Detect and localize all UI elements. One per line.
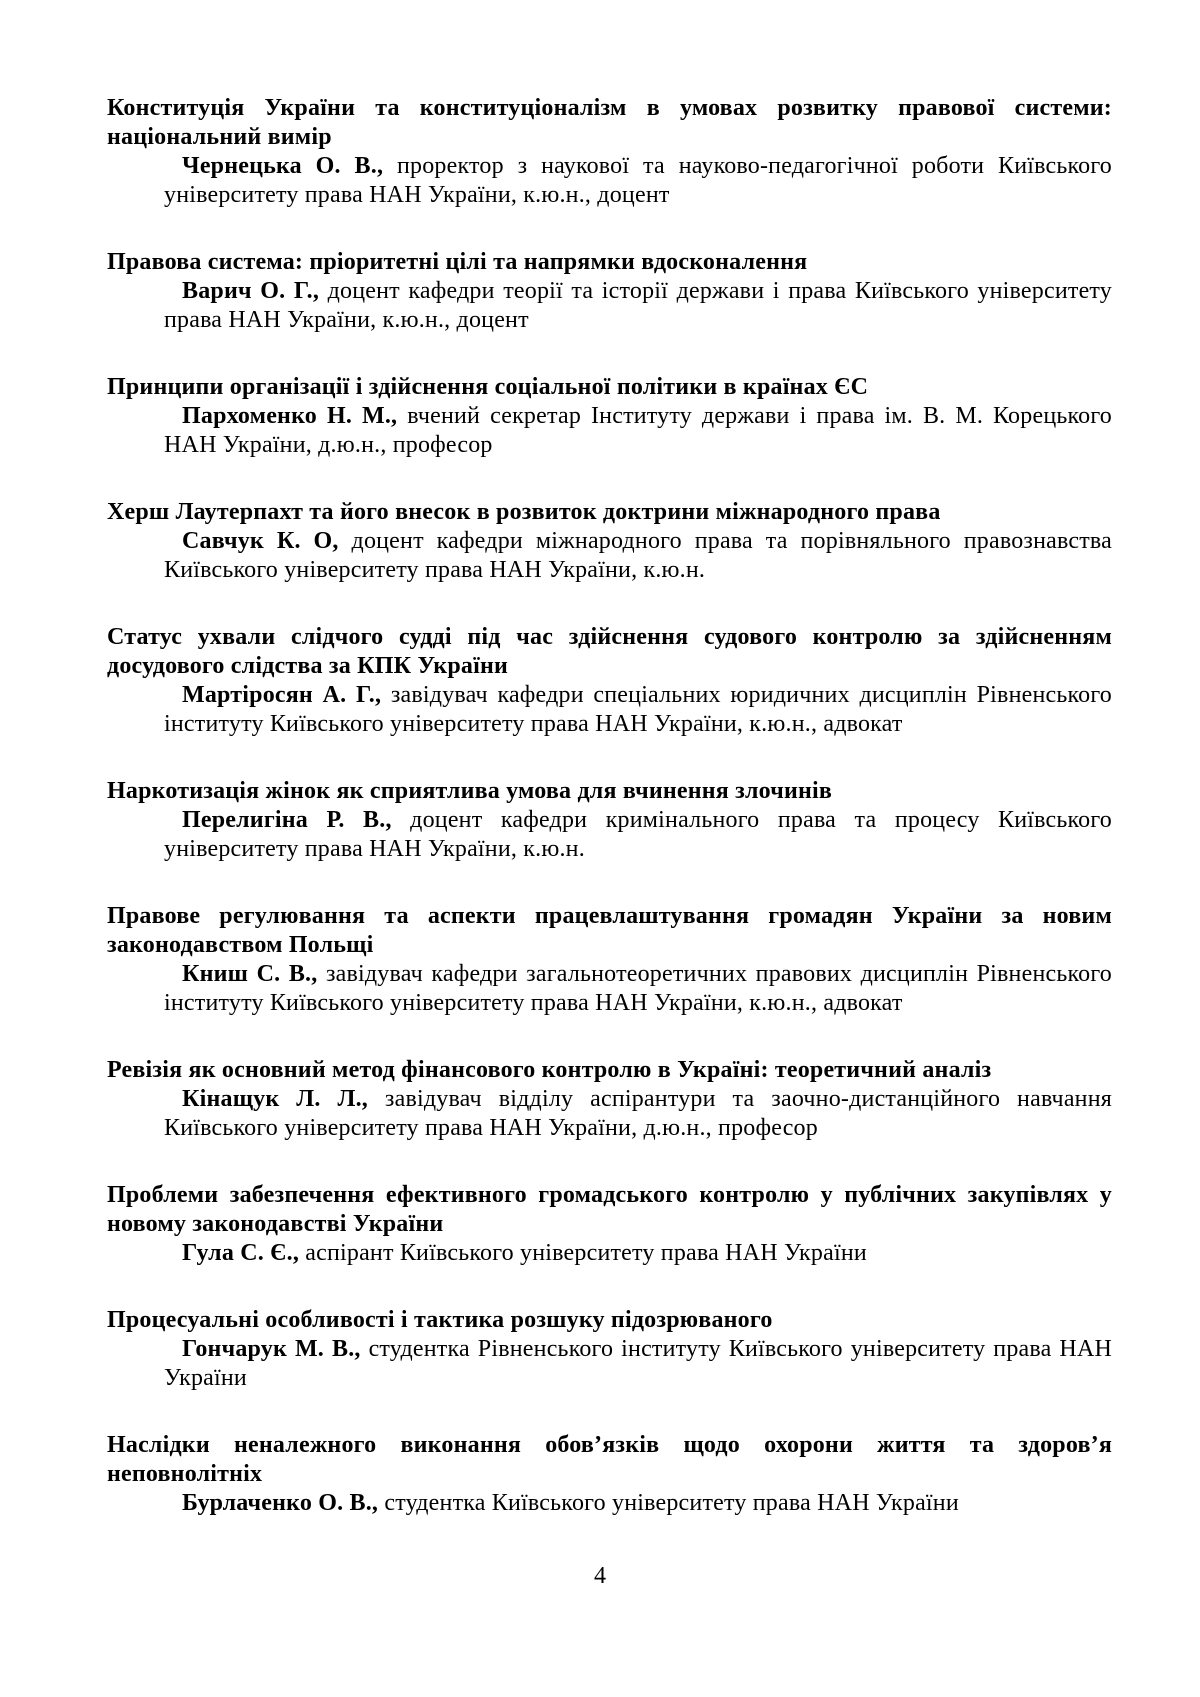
program-entry [107,623,1112,739]
entry-title: Принципи організації і здійснення соціальної політики в країнах ЄС [107,374,869,400]
author-affiliation: завідувач кафедри спеціальних юридичних дисциплін Рівненського інституту Київського університету права НАН України, к.ю.н., адвокат [164,682,1113,737]
program-entry [107,1056,1112,1143]
entry-author-paragraph [107,1085,1112,1143]
program-entry [107,498,1112,585]
program-entry [107,373,1112,460]
entry-title: Наслідки неналежного виконання обов’язків щодо охорони життя та здоров’я неповнолітніх [107,1432,1112,1487]
entry-author-paragraph [107,960,1112,1018]
entry-title: Ревізія як основний метод фінансового контролю в Україні: теоретичний аналіз [107,1057,992,1083]
author-name: Перелигіна Р. В., [182,807,392,833]
author-affiliation: вчений секретар Інституту держави і права ім. В. М. Корецького НАН України, д.ю.н., професор [164,403,1112,458]
program-entry [107,777,1112,864]
program-entry [107,94,1112,210]
author-affiliation: студентка Київського університету права НАН України [384,1490,959,1516]
author-name: Книш С. В., [182,961,318,987]
entry-author-paragraph [107,1489,1112,1518]
page-number: 4 [594,1563,606,1589]
author-affiliation: студентка Рівненського інституту Київського університету права НАН України [164,1336,1113,1391]
program-entry [107,1431,1112,1518]
author-affiliation: проректор з наукової та науково-педагогічної роботи Київського університету права НАН України, к.ю.н., доцент [164,153,1112,208]
entry-author-paragraph [107,1335,1112,1393]
entry-author-paragraph [107,1239,1112,1268]
entry-title: Проблеми забезпечення ефективного громадського контролю у публічних закупівлях у новому законодавстві України [107,1182,1112,1237]
author-name: Варич О. Г., [182,278,320,304]
author-affiliation: доцент кафедри міжнародного права та порівняльного правознавства Київського університету права НАН України, к.ю.н. [164,528,1112,583]
author-affiliation: доцент кафедри теорії та історії держави і права Київського університету права НАН України, к.ю.н., доцент [164,278,1112,333]
program-entry [107,902,1112,1018]
author-name: Гула С. Є., [182,1240,300,1266]
program-entry [107,1306,1112,1393]
entry-title: Правова система: пріоритетні цілі та напрямки вдосконалення [107,249,808,275]
author-affiliation: доцент кафедри кримінального права та процесу Київського університету права НАН України, к.ю.н. [164,807,1113,862]
author-name: Чернецька О. В., [182,153,384,179]
entry-author-paragraph [107,152,1112,210]
entry-title: Статус ухвали слідчого судді під час здійснення судового контролю за здійсненням досудового слідства за КПК України [107,624,1112,679]
author-affiliation: завідувач кафедри загальнотеоретичних правових дисциплін Рівненського інституту Київського університету права НАН України, к.ю.н., адвокат [164,961,1112,1016]
entry-title: Наркотизація жінок як сприятлива умова для вчинення злочинів [107,778,833,804]
page-footer [0,1562,1200,1591]
entry-author-paragraph [107,402,1112,460]
entry-title: Правове регулювання та аспекти працевлаштування громадян України за новим законодавством Польщі [107,903,1112,958]
author-name: Бурлаченко О. В., [182,1490,379,1516]
author-affiliation: аспірант Київського університету права НАН України [305,1240,867,1266]
entry-author-paragraph [107,681,1112,739]
entry-author-paragraph [107,277,1112,335]
entry-title: Херш Лаутерпахт та його внесок в розвиток доктрини міжнародного права [107,499,941,525]
author-affiliation: завідувач відділу аспірантури та заочно-дистанційного навчання Київського університету права НАН України, д.ю.н., професор [164,1086,1113,1141]
entry-title: Конституція України та конституціоналізм в умовах розвитку правової системи: національний вимір [107,95,1112,150]
author-name: Пархоменко Н. М., [182,403,398,429]
author-name: Мартіросян А. Г., [182,682,382,708]
author-name: Гончарук М. В., [182,1336,361,1362]
entry-author-paragraph [107,527,1112,585]
author-name: Савчук К. О, [182,528,339,554]
entry-author-paragraph [107,806,1112,864]
entry-title: Процесуальні особливості і тактика розшуку підозрюваного [107,1307,773,1333]
author-name: Кінащук Л. Л., [182,1086,368,1112]
conference-program-list [107,94,1112,1518]
program-entry [107,1181,1112,1268]
program-entry [107,248,1112,335]
